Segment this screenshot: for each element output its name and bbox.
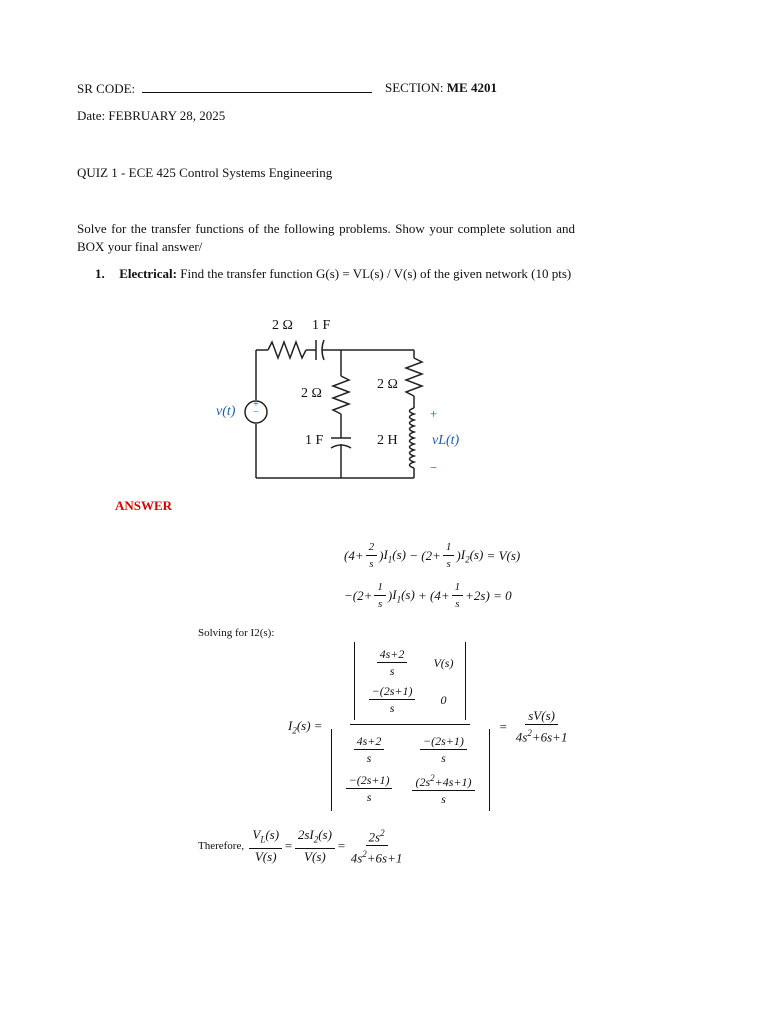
- problem-1: [95, 266, 571, 282]
- numerator-determinant: $\frac{4s+2}{s}$ V(s) $\frac{-(2s+1)}{s}$ 0: [354, 642, 467, 720]
- source-minus: −: [253, 407, 259, 418]
- i2-result: $\frac{sV(s)}{4s^2+6s+1}$: [515, 707, 568, 745]
- date-line: Date: FEBRUARY 28, 2025: [77, 108, 226, 123]
- label-c-mid: 1 F: [305, 433, 324, 448]
- cramers-fraction: [327, 642, 494, 811]
- label-c-top: 1 F: [312, 318, 331, 333]
- problem-category: Electrical:: [119, 266, 177, 281]
- resistor-mid: [333, 376, 349, 414]
- solving-for-label: Solving for I2(s):: [198, 627, 275, 639]
- section-line: [385, 80, 497, 96]
- answer-label: ANSWER: [115, 498, 173, 513]
- source-polarity: [251, 401, 261, 417]
- quiz-title: QUIZ 1 - ECE 425 Control Systems Engineering: [77, 165, 333, 180]
- instructions: Solve for the transfer functions of the following problems. Show your complete solution and BOX your final answer/: [77, 221, 575, 254]
- resistor-top: [268, 342, 306, 358]
- resistor-right: [406, 358, 422, 396]
- circuit-diagram: [200, 310, 480, 490]
- section-label: SECTION:: [385, 80, 444, 95]
- transfer-function-result: $\frac{2s^2}{4s^2+6s+1}$: [350, 828, 403, 866]
- inductor: [410, 408, 415, 468]
- sr-code-label: SR CODE:: [77, 81, 136, 96]
- cramers-rule-i2: $I_2(s)$ = $\frac{4s+2}{s}$ V(s) $\frac{-(2s+1)}{s}$ 0 $\frac{4s+2}{s}$ $\frac{-(2s+1)}{s}$ $\frac{-(2s+1)}{s}$ $\frac{(2s^2+4s+1)}{s}$ = $\frac{sV(s)}{4s^2+6s+1}$: [288, 642, 572, 811]
- problem-number: 1.: [95, 266, 105, 281]
- source-plus: +: [253, 399, 259, 410]
- label-r-mid: 2 Ω: [301, 386, 322, 401]
- final-answer: Therefore, $\frac{V_L(s)}{V(s)}$ = $\frac{2sI_2(s)}{V(s)}$ = $\frac{2s^2}{4s^2+6s+1}$: [198, 826, 407, 866]
- denominator-determinant: $\frac{4s+2}{s}$ $\frac{-(2s+1)}{s}$ $\frac{-(2s+1)}{s}$ $\frac{(2s^2+4s+1)}{s}$: [331, 729, 490, 811]
- label-output: vL(t): [432, 433, 460, 448]
- label-r-top: 2 Ω: [272, 318, 293, 333]
- label-plus: +: [430, 406, 438, 421]
- label-minus: −: [430, 460, 438, 475]
- sr-code-line: [77, 80, 372, 97]
- label-l-right: 2 H: [377, 433, 398, 448]
- therefore-label: Therefore,: [198, 839, 245, 852]
- sr-code-blank: [142, 80, 372, 93]
- problem-text: Find the transfer function G(s) = VL(s) / V(s) of the given network (10 pts): [180, 266, 572, 281]
- mesh-equation-1: (4+ $\frac{2}{s}$ ) $I_1(s)$ − (2+ $\frac{1}{s}$ ) $I_2(s)$ = V(s): [344, 541, 521, 570]
- label-r-right: 2 Ω: [377, 377, 398, 392]
- label-source: v(t): [216, 404, 236, 419]
- mesh-equation-2: −(2+ $\frac{1}{s}$ ) $I_1(s)$ + (4+ $\frac{1}{s}$ +2s) = 0: [344, 581, 512, 610]
- section-value: ME 4201: [446, 80, 497, 95]
